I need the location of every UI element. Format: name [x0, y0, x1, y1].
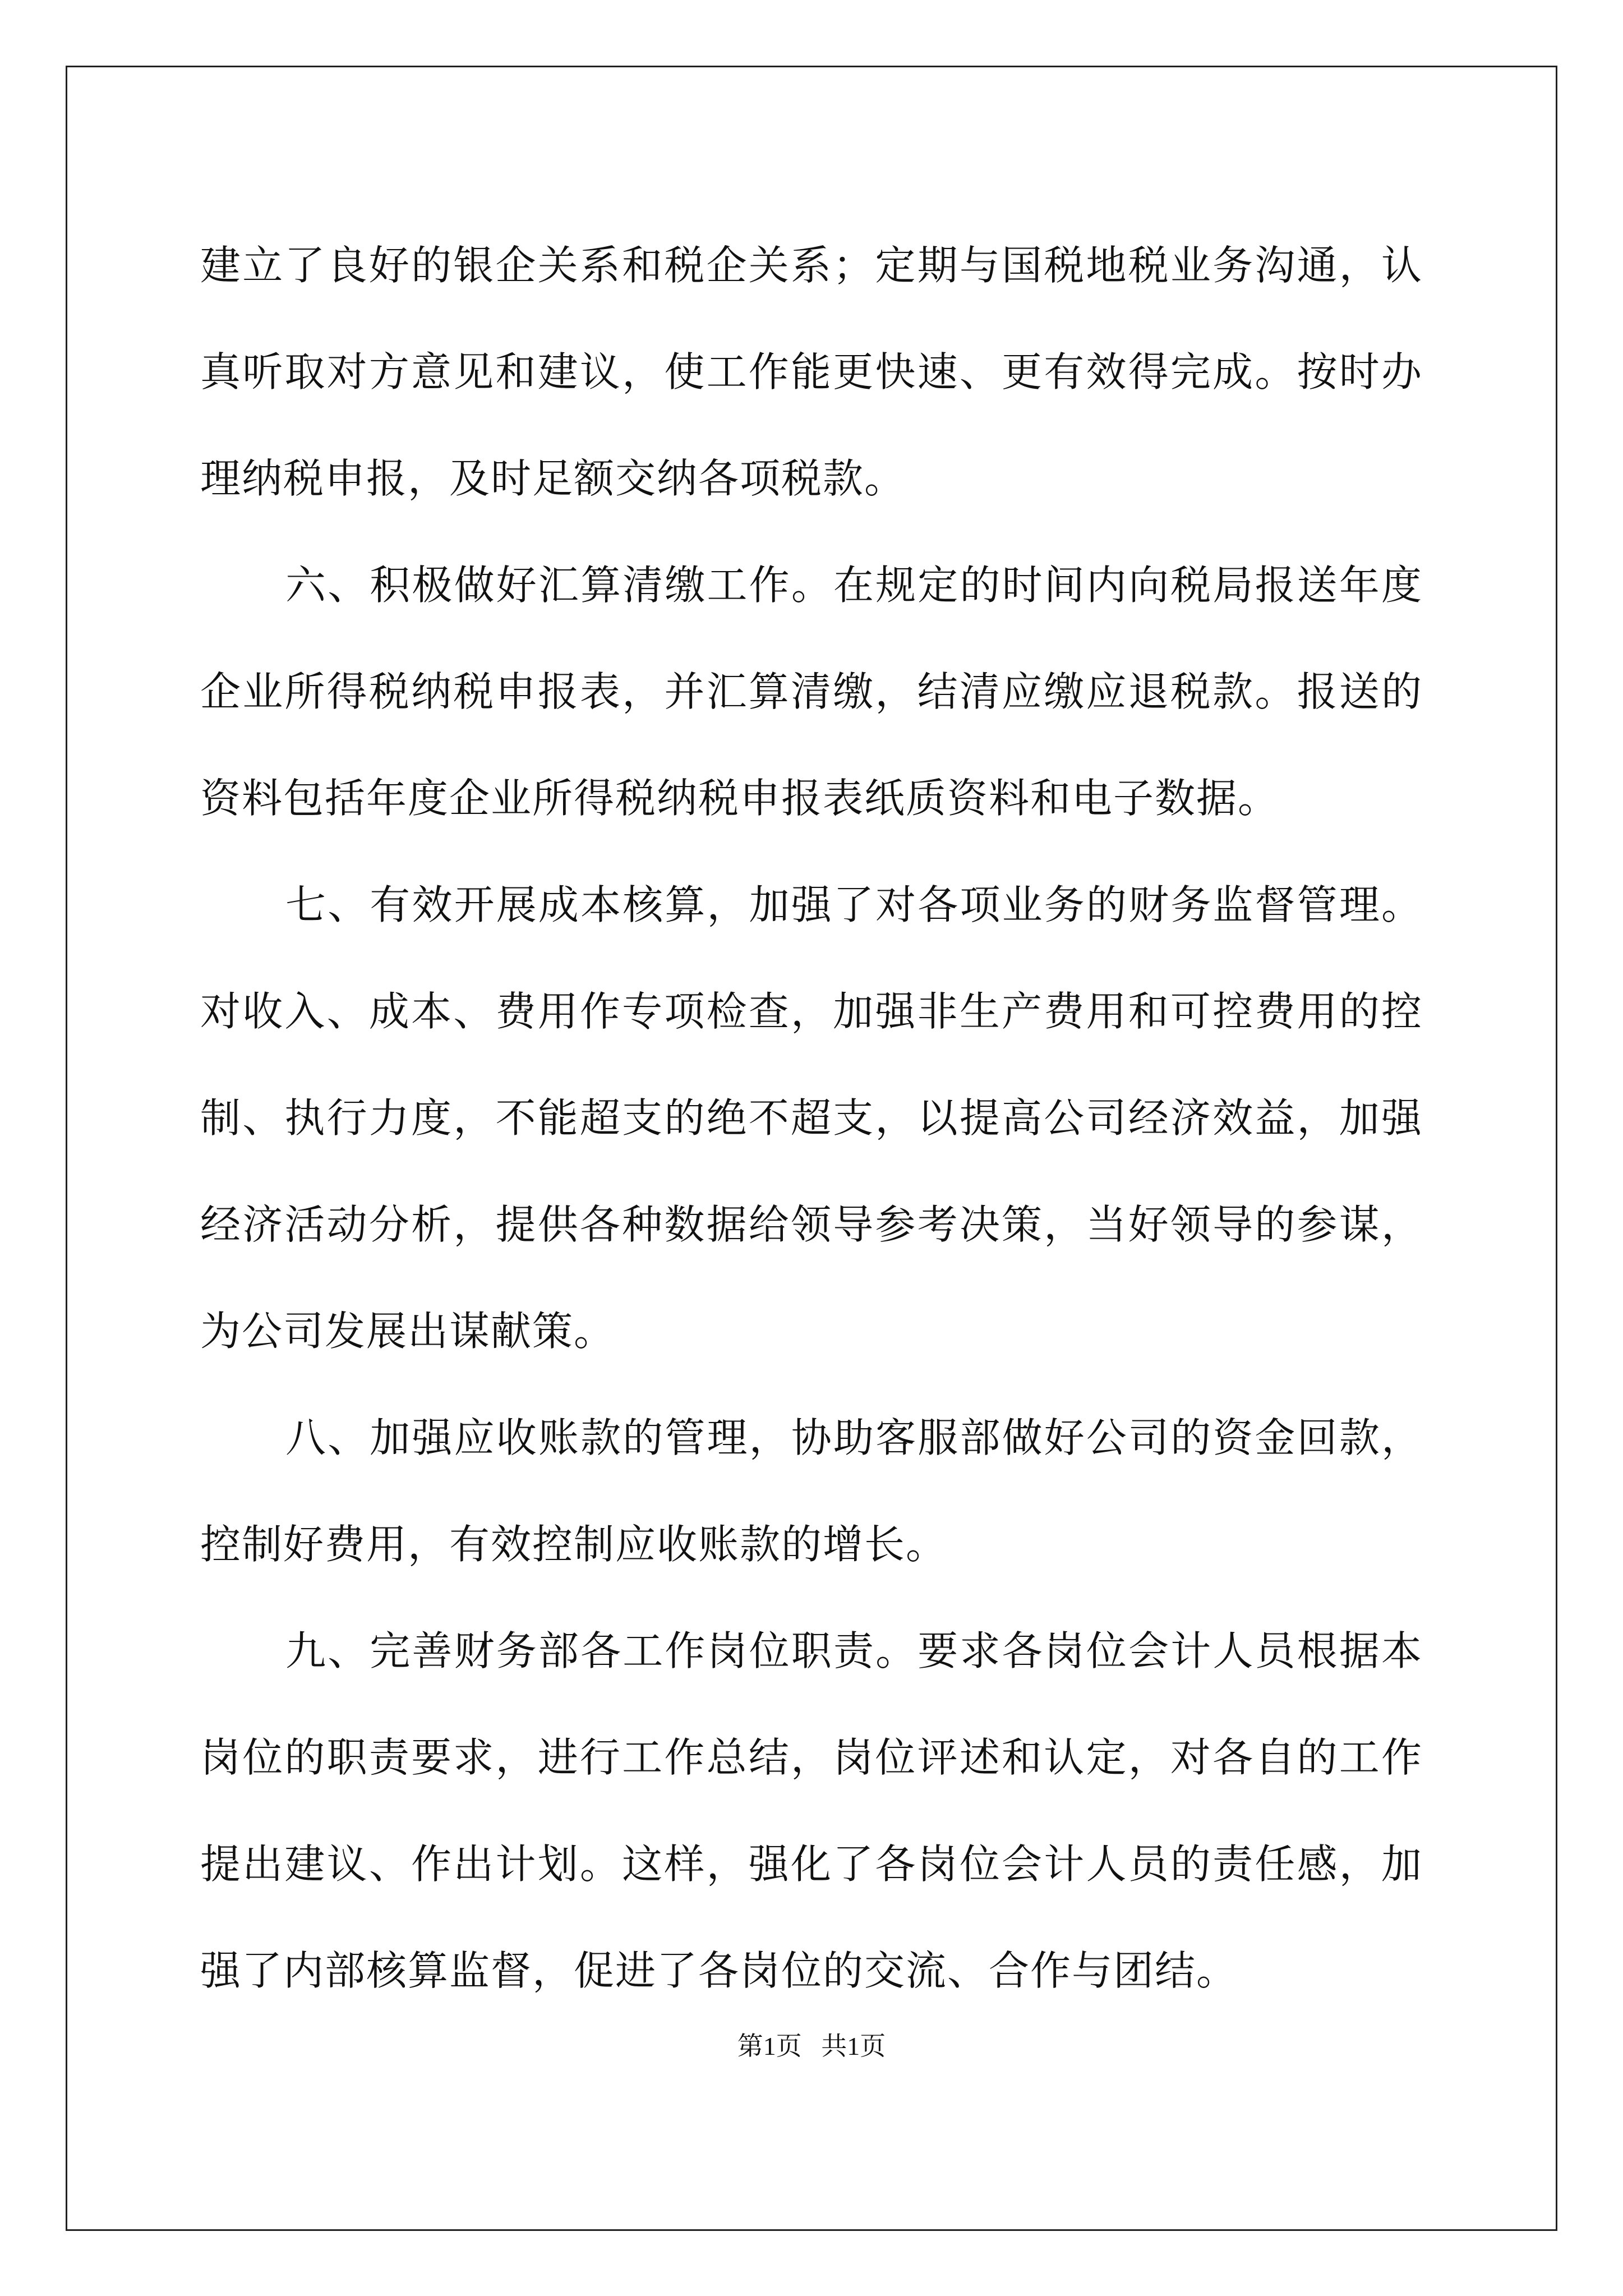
- document-body: [200, 212, 1423, 2024]
- paragraph-3: 七、有效开展成本核算，加强了对各项业务的财务监督管理。对收入、成本、费用作专项检查，加强非生产费用和可控费用的控制、执行力度，不能超支的绝不超支，以提高公司经济效益，加强经济活动分析，提供各种数据给领导参考决策，当好领导的参谋，为公司发展出谋献策。: [200, 881, 1423, 1355]
- paragraph-4: 八、加强应收账款的管理，协助客服部做好公司的资金回款，控制好费用，有效控制应收账款的增长。: [200, 1414, 1423, 1568]
- paragraph-5: 九、完善财务部各工作岗位职责。要求各岗位会计人员根据本岗位的职责要求，进行工作总结，岗位评述和认定，对各自的工作提出建议、作出计划。这样，强化了各岗位会计人员的责任感，加强了内部核算监督，促进了各岗位的交流、合作与团结。: [200, 1627, 1423, 1994]
- paragraph-1: 建立了良好的银企关系和税企关系；定期与国税地税业务沟通，认真听取对方意见和建议，使工作能更快速、更有效得完成。按时办理纳税申报，及时足额交纳各项税款。: [200, 242, 1423, 502]
- paragraph-2: 六、积极做好汇算清缴工作。在规定的时间内向税局报送年度企业所得税纳税申报表，并汇算清缴，结清应缴应退税款。报送的资料包括年度企业所得税纳税申报表纸质资料和电子数据。: [200, 562, 1423, 822]
- page-footer: 第1页 共1页: [737, 2032, 886, 2060]
